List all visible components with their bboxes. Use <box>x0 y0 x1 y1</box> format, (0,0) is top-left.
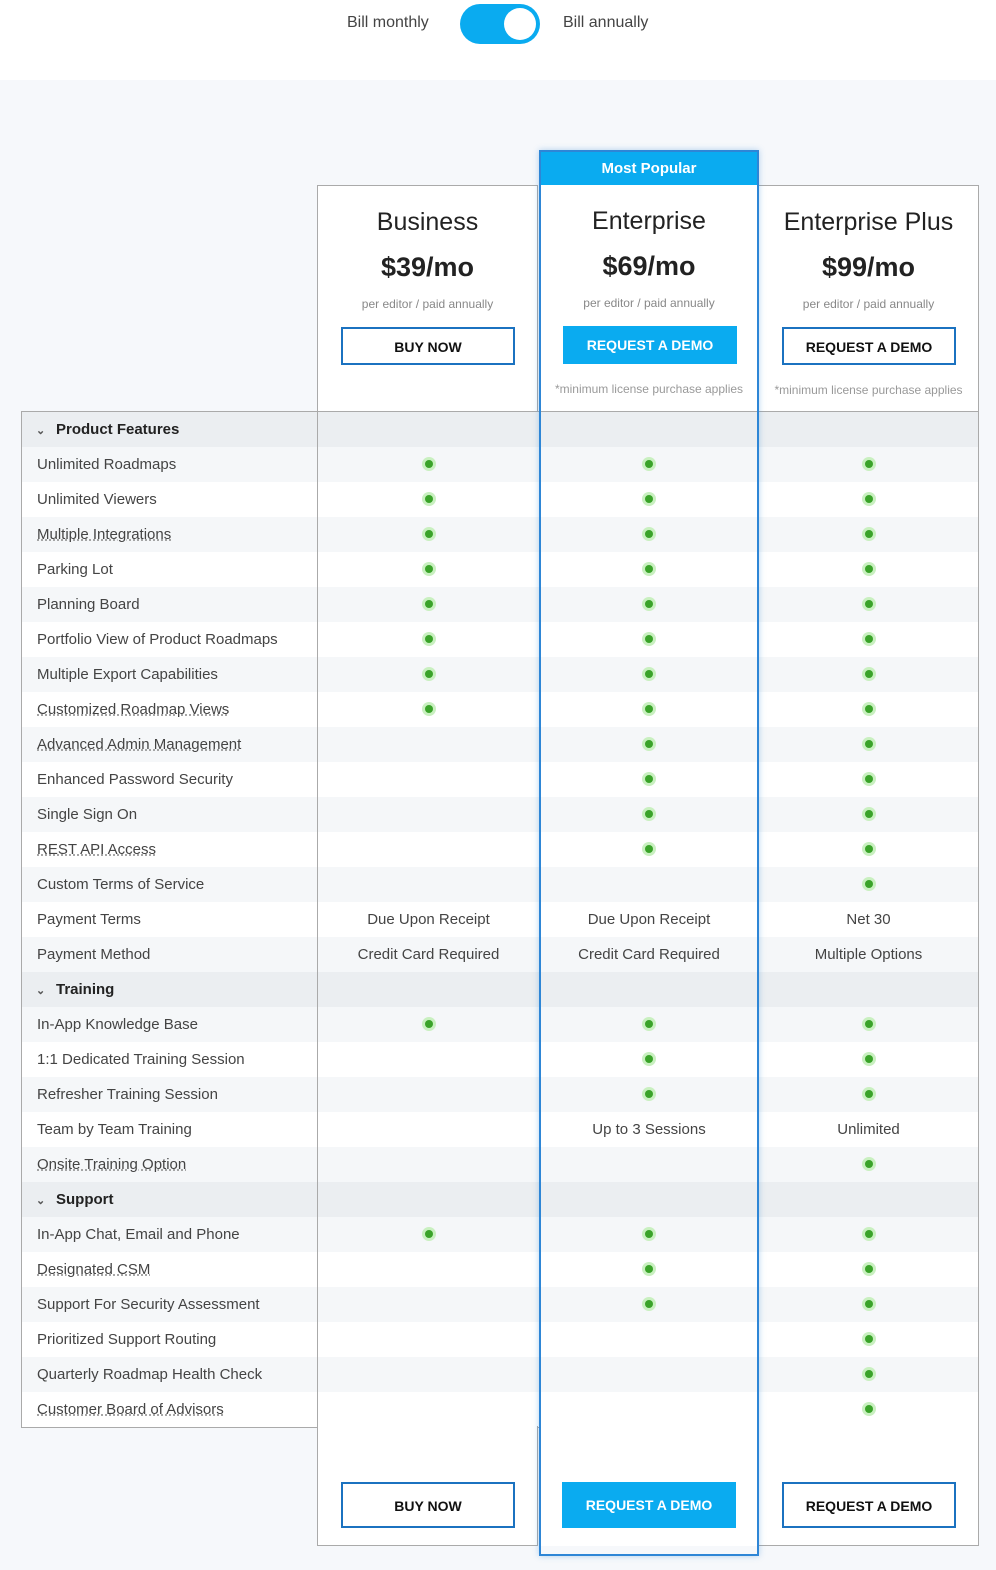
plan-value-cell <box>539 1112 759 1147</box>
plan-value-cell <box>539 1357 759 1392</box>
plan-value-cell <box>759 1217 978 1252</box>
feature-label[interactable]: Advanced Admin Management <box>37 736 242 753</box>
plan-value-cell <box>759 902 978 937</box>
plan-value-cell <box>318 1147 539 1182</box>
plan-value-cell <box>539 587 759 622</box>
plan-value-text: Net 30 <box>846 911 891 928</box>
check-dot-icon <box>642 632 656 646</box>
plan-value-cell <box>318 937 539 972</box>
feature-label: Multiple Export Capabilities <box>37 666 218 683</box>
feature-row <box>22 552 978 587</box>
plan-value-cell <box>759 727 978 762</box>
feature-label-cell <box>22 1042 318 1077</box>
plan-value-cell <box>759 1357 978 1392</box>
plan-value-cell <box>539 622 759 657</box>
plan-value-cell <box>759 1077 978 1112</box>
check-dot-icon <box>642 527 656 541</box>
plan-value-cell <box>759 797 978 832</box>
feature-row <box>22 622 978 657</box>
feature-row <box>22 1357 978 1392</box>
plan-value-cell <box>318 1322 539 1357</box>
plan-value-cell <box>318 1077 539 1112</box>
feature-row <box>22 1287 978 1322</box>
check-dot-icon <box>862 1367 876 1381</box>
plan-value-cell <box>759 832 978 867</box>
toggle-knob <box>504 8 536 40</box>
check-dot-icon <box>862 807 876 821</box>
feature-row <box>22 1147 978 1182</box>
feature-row <box>22 657 978 692</box>
feature-label-cell <box>22 1287 318 1322</box>
check-dot-icon <box>862 877 876 891</box>
feature-label: Planning Board <box>37 596 140 613</box>
feature-label-cell <box>22 832 318 867</box>
request-demo-button-bottom[interactable]: REQUEST A DEMO <box>562 1482 736 1528</box>
feature-label: In-App Chat, Email and Phone <box>37 1226 240 1243</box>
plan-value-text: Due Upon Receipt <box>367 911 490 928</box>
check-dot-icon <box>642 1017 656 1031</box>
plan-value-text: Unlimited <box>837 1121 900 1138</box>
plan-value-cell <box>759 552 978 587</box>
feature-row <box>22 517 978 552</box>
feature-label-cell <box>22 1112 318 1147</box>
plan-value-cell <box>318 482 539 517</box>
plan-value-cell <box>759 692 978 727</box>
request-demo-button[interactable]: REQUEST A DEMO <box>782 327 956 365</box>
check-dot-icon <box>642 807 656 821</box>
check-dot-icon <box>862 702 876 716</box>
plan-value-cell <box>539 1147 759 1182</box>
request-demo-button[interactable]: REQUEST A DEMO <box>563 326 737 364</box>
check-dot-icon <box>862 527 876 541</box>
plan-value-cell <box>318 727 539 762</box>
plan-billing-note: per editor / paid annually <box>802 297 935 311</box>
check-dot-icon <box>862 1297 876 1311</box>
section-cell <box>759 412 978 447</box>
feature-label-cell <box>22 902 318 937</box>
feature-label-cell <box>22 937 318 972</box>
billing-toggle-switch[interactable] <box>460 4 540 44</box>
plan-value-cell <box>759 482 978 517</box>
plan-value-cell <box>759 657 978 692</box>
section-cell <box>539 1182 759 1217</box>
feature-label: In-App Knowledge Base <box>37 1016 198 1033</box>
check-dot-icon <box>422 457 436 471</box>
feature-row <box>22 447 978 482</box>
feature-label: Unlimited Roadmaps <box>37 456 177 473</box>
section-title: Product Features <box>56 421 180 438</box>
feature-row <box>22 1007 978 1042</box>
plan-value-cell <box>539 867 759 902</box>
feature-label-cell <box>22 657 318 692</box>
plan-value-cell <box>759 1287 978 1322</box>
check-dot-icon <box>422 1017 436 1031</box>
plan-value-cell <box>539 727 759 762</box>
feature-label-cell <box>22 587 318 622</box>
section-title: Support <box>56 1191 114 1208</box>
feature-label-cell <box>22 1147 318 1182</box>
most-popular-badge: Most Popular <box>539 150 759 185</box>
plan-value-cell <box>539 1042 759 1077</box>
plan-value-cell <box>318 1112 539 1147</box>
check-dot-icon <box>642 1227 656 1241</box>
check-dot-icon <box>642 562 656 576</box>
section-cell <box>318 1182 539 1217</box>
check-dot-icon <box>422 562 436 576</box>
chevron-down-icon[interactable]: ⌄ <box>36 985 46 997</box>
chevron-down-icon[interactable]: ⌄ <box>36 1195 46 1207</box>
plan-name: Enterprise Plus <box>783 208 954 236</box>
check-dot-icon <box>642 702 656 716</box>
feature-label-cell <box>22 1357 318 1392</box>
plan-value-cell <box>539 447 759 482</box>
plan-value-cell <box>539 692 759 727</box>
plan-value-cell <box>539 1007 759 1042</box>
feature-label: Quarterly Roadmap Health Check <box>37 1366 263 1383</box>
plan-card-enterprise-plus <box>758 185 979 411</box>
feature-comparison-table <box>21 411 979 1428</box>
feature-label: Enhanced Password Security <box>37 771 233 788</box>
feature-row <box>22 1322 978 1357</box>
feature-label: Payment Terms <box>37 911 141 928</box>
feature-label-cell <box>22 762 318 797</box>
plan-value-cell <box>539 552 759 587</box>
plan-value-cell <box>539 1217 759 1252</box>
check-dot-icon <box>862 492 876 506</box>
plan-value-cell <box>539 657 759 692</box>
section-cell <box>539 972 759 1007</box>
check-dot-icon <box>422 597 436 611</box>
plan-card-enterprise <box>539 185 759 411</box>
feature-label-cell <box>22 482 318 517</box>
plan-value-cell <box>759 1112 978 1147</box>
feature-label-cell <box>22 1252 318 1287</box>
feature-label[interactable]: Designated CSM <box>37 1261 151 1278</box>
check-dot-icon <box>862 737 876 751</box>
plan-value-cell <box>539 762 759 797</box>
check-dot-icon <box>642 842 656 856</box>
feature-label: 1:1 Dedicated Training Session <box>37 1051 245 1068</box>
plan-value-cell <box>759 1007 978 1042</box>
feature-row <box>22 1252 978 1287</box>
check-dot-icon <box>642 1087 656 1101</box>
plan-value-cell <box>318 587 539 622</box>
bill-annually-label[interactable]: Bill annually <box>563 14 649 31</box>
check-dot-icon <box>862 597 876 611</box>
plan-value-text: Credit Card Required <box>357 946 500 963</box>
check-dot-icon <box>642 1262 656 1276</box>
feature-label-cell <box>22 1077 318 1112</box>
feature-label-cell <box>22 1007 318 1042</box>
plan-value-cell <box>759 622 978 657</box>
plan-value-cell <box>759 937 978 972</box>
section-title: Training <box>56 981 115 998</box>
feature-label: Prioritized Support Routing <box>37 1331 217 1348</box>
footer-enterprise <box>539 1426 759 1546</box>
plan-card-business <box>317 185 538 411</box>
section-header-row[interactable] <box>22 412 978 447</box>
plan-price: $69/mo <box>602 251 696 281</box>
feature-row <box>22 1112 978 1147</box>
plan-billing-note: per editor / paid annually <box>361 297 494 311</box>
feature-row <box>22 727 978 762</box>
plan-value-cell <box>759 1147 978 1182</box>
section-cell <box>759 1182 978 1217</box>
plan-value-cell <box>318 447 539 482</box>
feature-label: Parking Lot <box>37 561 113 578</box>
plan-value-cell <box>759 867 978 902</box>
plan-value-cell <box>539 517 759 552</box>
check-dot-icon <box>862 1052 876 1066</box>
plan-value-cell <box>318 832 539 867</box>
feature-row <box>22 937 978 972</box>
plan-price: $99/mo <box>821 252 916 282</box>
feature-row <box>22 1217 978 1252</box>
check-dot-icon <box>642 597 656 611</box>
feature-row <box>22 1077 978 1112</box>
section-cell <box>318 972 539 1007</box>
plan-value-text: Credit Card Required <box>578 946 720 963</box>
check-dot-icon <box>862 842 876 856</box>
plan-value-cell <box>759 587 978 622</box>
plan-price: $39/mo <box>380 252 475 282</box>
check-dot-icon <box>862 1017 876 1031</box>
check-dot-icon <box>862 632 876 646</box>
check-dot-icon <box>862 1332 876 1346</box>
footer-enterprise-plus <box>758 1426 979 1546</box>
billing-toggle-bar <box>0 0 996 80</box>
check-dot-icon <box>642 667 656 681</box>
feature-row <box>22 762 978 797</box>
feature-label-cell <box>22 622 318 657</box>
plan-value-text: Due Upon Receipt <box>587 911 711 928</box>
feature-row <box>22 587 978 622</box>
check-dot-icon <box>422 702 436 716</box>
plan-value-cell <box>318 517 539 552</box>
feature-label[interactable]: Multiple Integrations <box>37 526 172 543</box>
plan-name: Business <box>376 208 479 236</box>
plan-value-cell <box>318 902 539 937</box>
check-dot-icon <box>422 492 436 506</box>
check-dot-icon <box>862 562 876 576</box>
feature-label-cell <box>22 692 318 727</box>
plan-value-cell <box>318 692 539 727</box>
buy-now-button-bottom[interactable]: BUY NOW <box>341 1482 515 1528</box>
feature-row <box>22 867 978 902</box>
plan-billing-note: per editor / paid annually <box>583 296 715 310</box>
plan-value-cell <box>539 482 759 517</box>
check-dot-icon <box>642 1052 656 1066</box>
feature-label-cell <box>22 1217 318 1252</box>
check-dot-icon <box>642 737 656 751</box>
feature-label: Single Sign On <box>37 806 138 823</box>
section-header-row[interactable] <box>22 972 978 1007</box>
plan-value-cell <box>318 1392 539 1427</box>
check-dot-icon <box>642 457 656 471</box>
buy-now-button[interactable]: BUY NOW <box>341 327 515 365</box>
section-toggle[interactable] <box>22 1182 318 1217</box>
feature-label-cell <box>22 552 318 587</box>
plan-value-cell <box>539 1392 759 1427</box>
feature-label-cell <box>22 797 318 832</box>
plan-value-cell <box>759 1392 978 1427</box>
feature-label[interactable]: Onsite Training Option <box>37 1156 187 1173</box>
plan-value-cell <box>759 762 978 797</box>
plan-value-cell <box>318 552 539 587</box>
feature-label-cell <box>22 1322 318 1357</box>
feature-label-cell <box>22 867 318 902</box>
check-dot-icon <box>862 772 876 786</box>
feature-label-cell <box>22 727 318 762</box>
feature-label[interactable]: Customer Board of Advisors <box>37 1401 224 1418</box>
check-dot-icon <box>862 667 876 681</box>
feature-row <box>22 1042 978 1077</box>
check-dot-icon <box>862 1157 876 1171</box>
feature-label: Unlimited Viewers <box>37 491 157 508</box>
plan-value-cell <box>318 622 539 657</box>
section-cell <box>539 412 759 447</box>
feature-row <box>22 692 978 727</box>
minimum-license-note: *minimum license purchase applies <box>774 383 963 397</box>
check-dot-icon <box>862 1262 876 1276</box>
feature-row <box>22 1392 978 1427</box>
plan-value-cell <box>318 797 539 832</box>
plan-value-cell <box>318 1357 539 1392</box>
feature-row <box>22 482 978 517</box>
plan-value-cell <box>759 447 978 482</box>
plan-value-cell <box>539 1287 759 1322</box>
plan-value-cell <box>318 1287 539 1322</box>
check-dot-icon <box>422 632 436 646</box>
feature-label-cell <box>22 1392 318 1427</box>
plan-value-cell <box>759 517 978 552</box>
plan-value-cell <box>759 1322 978 1357</box>
check-dot-icon <box>862 1087 876 1101</box>
feature-label[interactable]: Customized Roadmap Views <box>37 701 230 718</box>
plan-value-cell <box>539 1322 759 1357</box>
feature-row <box>22 902 978 937</box>
plan-value-cell <box>318 867 539 902</box>
feature-label: Custom Terms of Service <box>37 876 205 893</box>
plan-value-cell <box>318 1252 539 1287</box>
feature-label: Payment Method <box>37 946 151 963</box>
plan-value-cell <box>318 1217 539 1252</box>
feature-row <box>22 797 978 832</box>
feature-label: Refresher Training Session <box>37 1086 218 1103</box>
check-dot-icon <box>642 492 656 506</box>
plan-value-cell <box>539 937 759 972</box>
plan-value-cell <box>318 657 539 692</box>
plan-value-text: Multiple Options <box>814 946 923 963</box>
request-demo-button-bottom[interactable]: REQUEST A DEMO <box>782 1482 956 1528</box>
section-cell <box>759 972 978 1007</box>
plan-value-cell <box>539 902 759 937</box>
check-dot-icon <box>422 1227 436 1241</box>
section-cell <box>318 412 539 447</box>
check-dot-icon <box>642 1297 656 1311</box>
check-dot-icon <box>862 1227 876 1241</box>
feature-label: Portfolio View of Product Roadmaps <box>37 631 278 648</box>
section-toggle[interactable] <box>22 972 318 1007</box>
check-dot-icon <box>422 527 436 541</box>
check-dot-icon <box>422 667 436 681</box>
section-header-row[interactable] <box>22 1182 978 1217</box>
chevron-down-icon[interactable]: ⌄ <box>36 425 46 437</box>
feature-label: Support For Security Assessment <box>37 1296 260 1313</box>
footer-business <box>317 1426 538 1546</box>
plan-value-cell <box>539 1252 759 1287</box>
plan-value-cell <box>318 762 539 797</box>
plan-value-cell <box>539 797 759 832</box>
minimum-license-note: *minimum license purchase applies <box>554 382 744 396</box>
plan-name: Enterprise <box>592 207 706 235</box>
check-dot-icon <box>862 457 876 471</box>
plan-value-cell <box>318 1007 539 1042</box>
check-dot-icon <box>642 772 656 786</box>
check-dot-icon <box>862 1402 876 1416</box>
plan-value-cell <box>318 1042 539 1077</box>
plan-value-cell <box>759 1042 978 1077</box>
feature-label[interactable]: REST API Access <box>37 841 156 858</box>
plan-value-cell <box>539 832 759 867</box>
section-toggle[interactable] <box>22 412 318 447</box>
feature-label-cell <box>22 447 318 482</box>
plan-value-cell <box>759 1252 978 1287</box>
plan-value-text: Up to 3 Sessions <box>592 1121 706 1138</box>
plan-value-cell <box>539 1077 759 1112</box>
bill-monthly-label[interactable]: Bill monthly <box>347 14 429 31</box>
feature-label: Team by Team Training <box>37 1121 192 1138</box>
feature-row <box>22 832 978 867</box>
feature-label-cell <box>22 517 318 552</box>
